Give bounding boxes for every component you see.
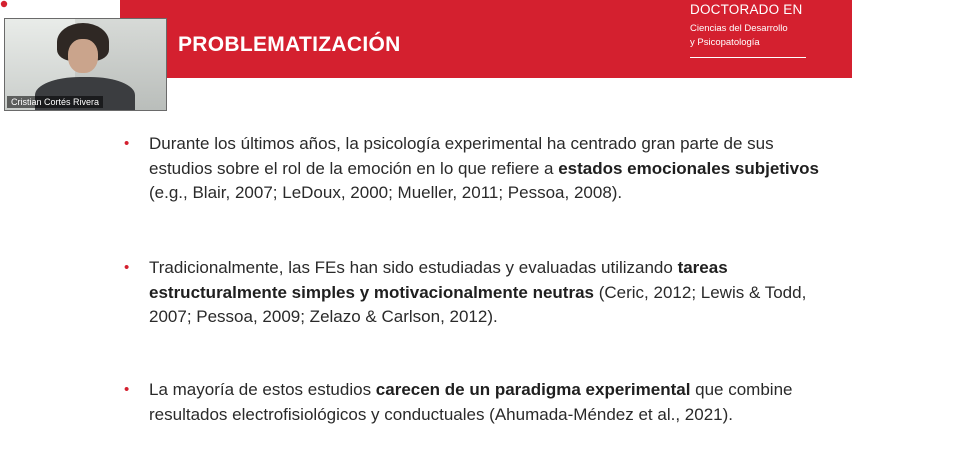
logo-line-1: DOCTORADO EN — [690, 2, 803, 17]
bullet-text-emphasis: carecen de un paradigma experimental — [375, 380, 691, 399]
logo-line-2: Ciencias del Desarrollo — [690, 23, 788, 34]
bullet-marker-icon: • — [124, 135, 130, 152]
program-logo — [690, 0, 820, 70]
participant-video-tile[interactable] — [4, 18, 167, 111]
bullet-text — [149, 132, 834, 206]
slide-title: PROBLEMATIZACIÓN — [178, 33, 401, 56]
participant-face — [68, 39, 98, 73]
bullet-text — [149, 378, 834, 427]
bullet-marker-icon: • — [124, 259, 130, 276]
bullet-text — [149, 256, 834, 330]
bullet-text-part: que combine resultados electrofisiológicos y conductuales (Ahumada-Méndez et al., 2021). — [149, 380, 793, 424]
bullet-text-part: Tradicionalmente, las FEs han sido estudiadas y evaluadas utilizando — [149, 258, 678, 277]
logo-line-3: y Psicopatología — [690, 37, 760, 48]
bullet-text-emphasis: tareas estructuralmente simples y motivacionalmente neutras — [149, 258, 728, 302]
bullet-text-part: (e.g., Blair, 2007; LeDoux, 2000; Mueller, 2011; Pessoa, 2008). — [149, 183, 623, 202]
recording-indicator-icon — [0, 0, 8, 8]
bullet-text-part: La mayoría de estos estudios — [149, 380, 376, 399]
participant-name-label: Cristian Cortés Rivera — [7, 96, 103, 108]
bullet-text-emphasis: estados emocionales subjetivos — [558, 158, 819, 178]
bullet-text-part: Durante los últimos años, la psicología experimental ha centrado gran parte de sus estudios sobre el rol de la emoción en lo que refiere a — [149, 134, 774, 178]
bullet-text-part: (Ceric, 2012; Lewis & Todd, 2007; Pessoa, 2009; Zelazo & Carlson, 2012). — [149, 282, 807, 326]
bullet-marker-icon: • — [124, 381, 130, 398]
logo-divider — [690, 57, 806, 58]
